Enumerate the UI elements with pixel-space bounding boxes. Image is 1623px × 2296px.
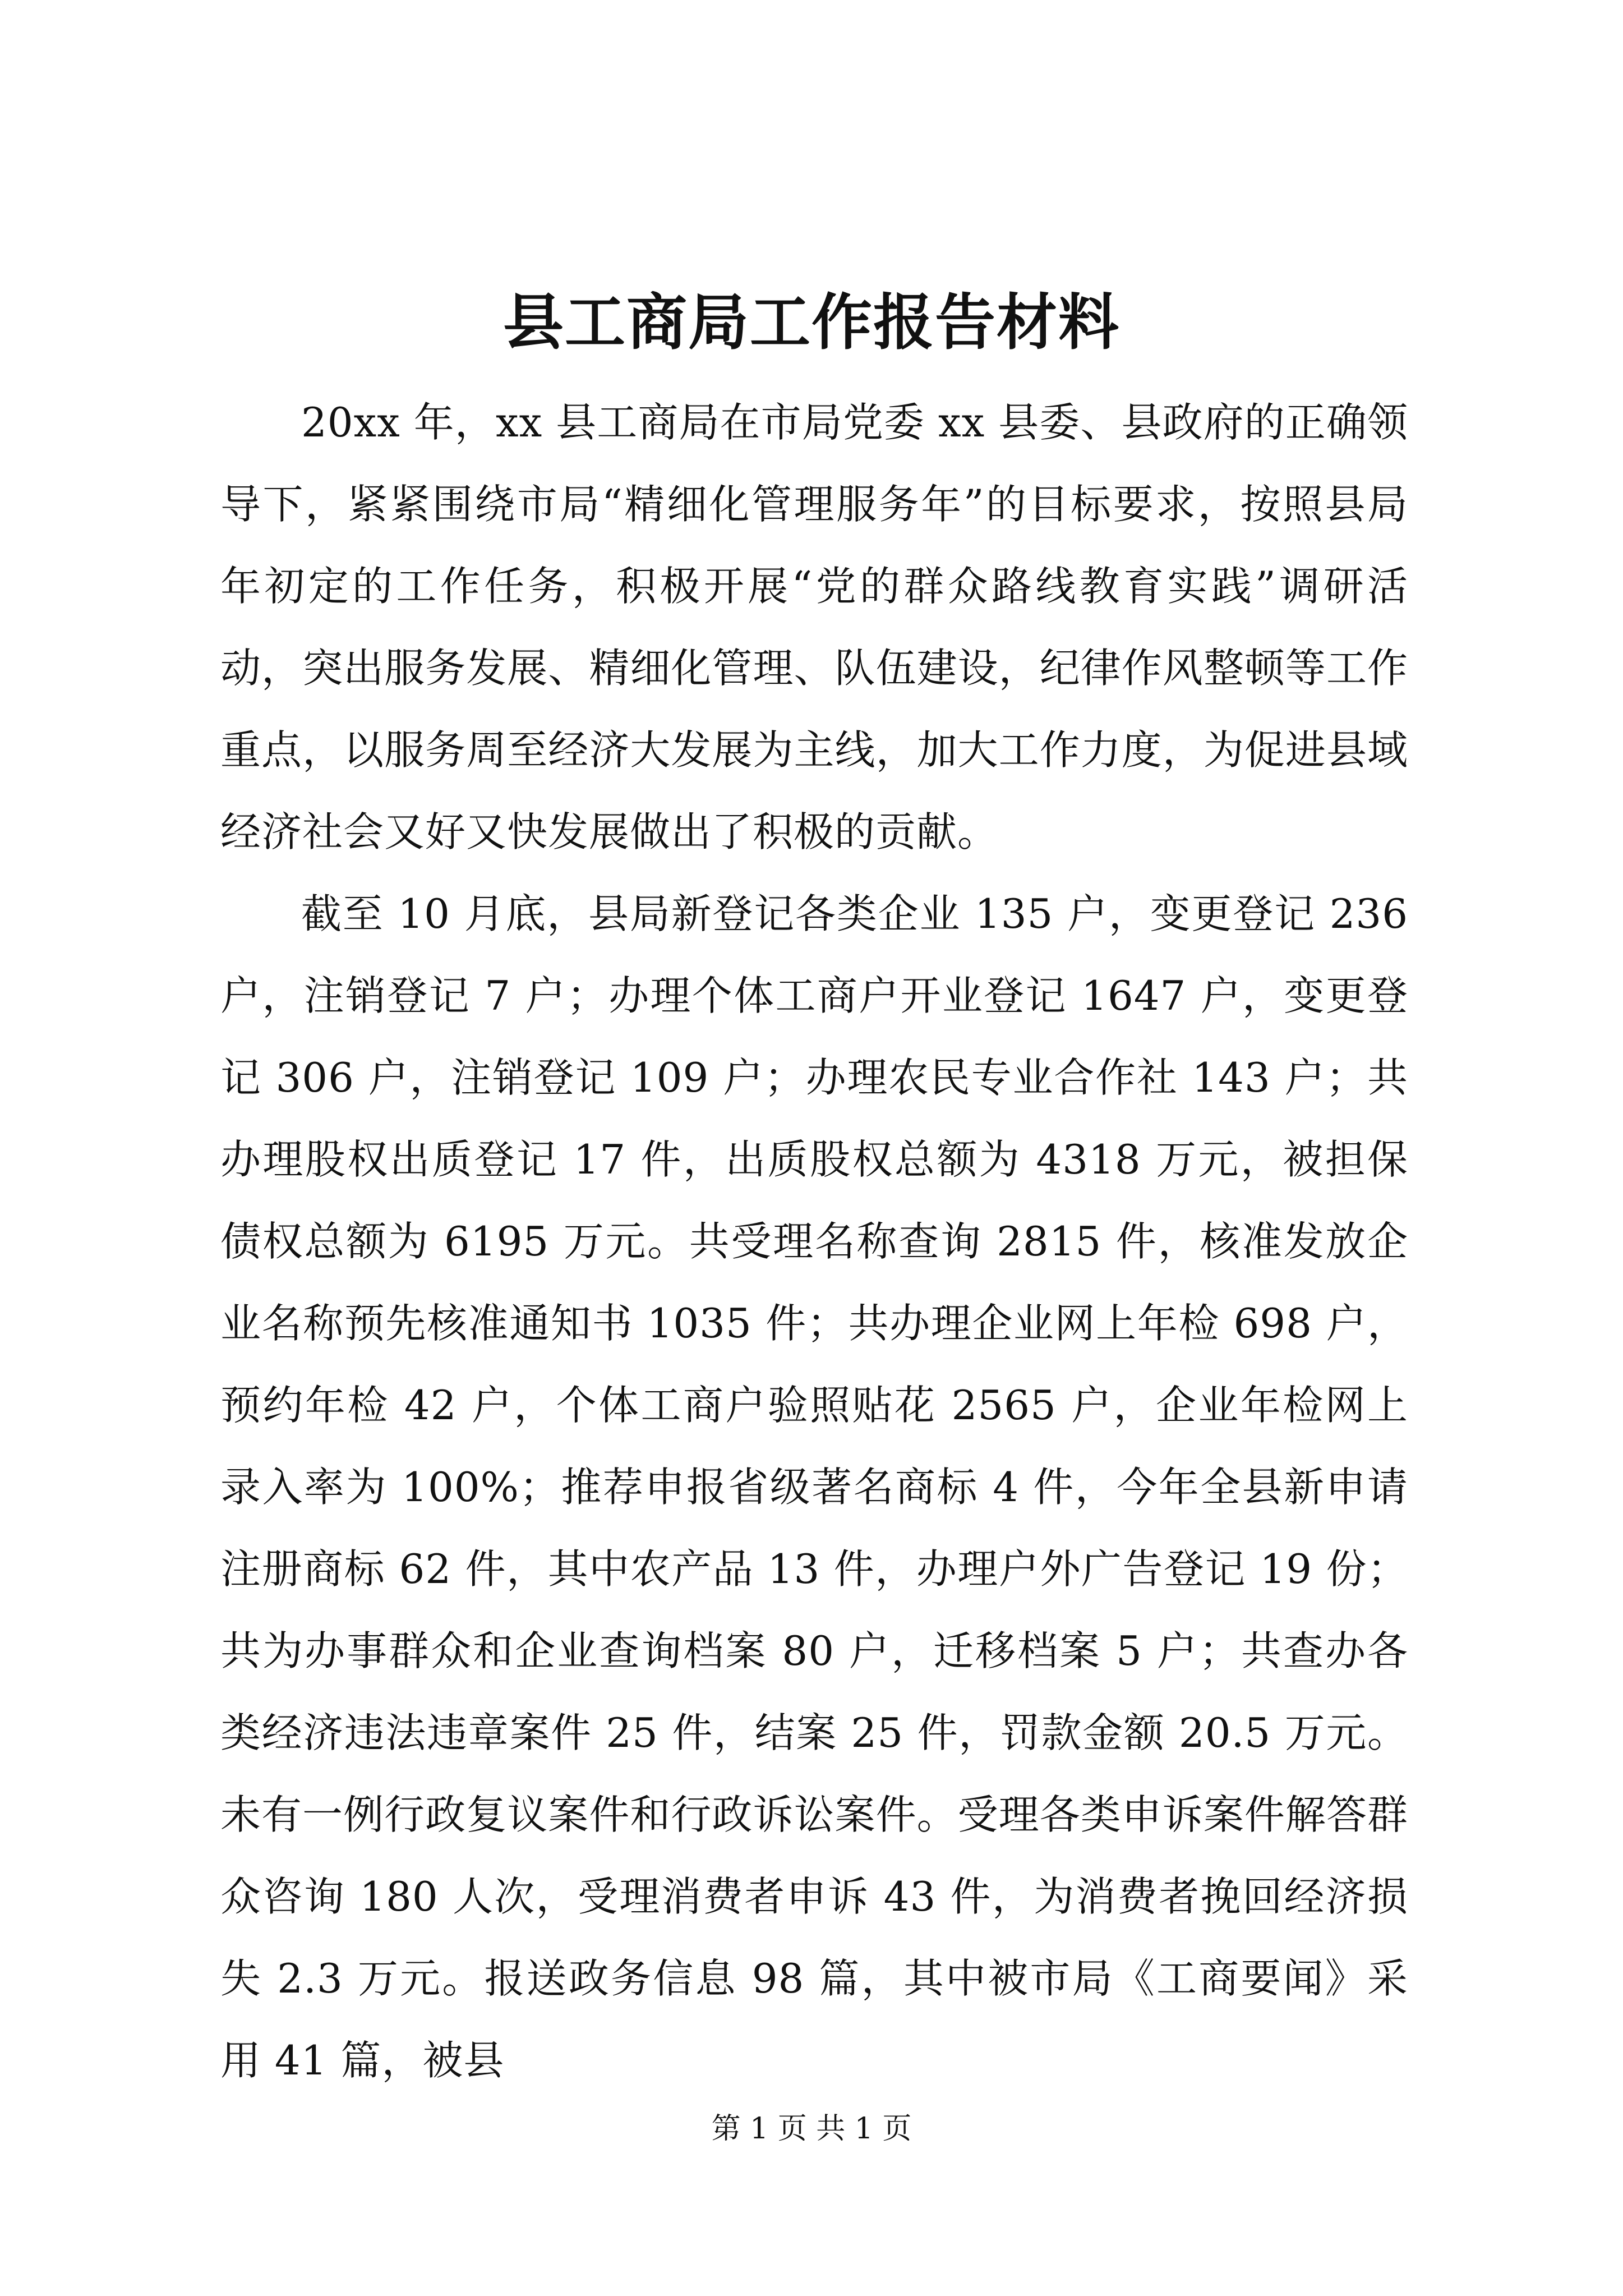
- paragraph-statistics: 截至 10 月底，县局新登记各类企业 135 户，变更登记 236 户，注销登记 7 户；办理个体工商户开业登记 1647 户，变更登记 306 户，注销登记 109 户；办理农民专业合作社 143 户；共办理股权出质登记 17 件，出质股权总额为 4318 万元，被担保债权总额为 6195 万元。共受理名称查询 2815 件，核准发放企业名称预先核准通知书 1035 件；共办理企业网上年检 698 户，预约年检 42 户，个体工商户验照贴花 2565 户，企业年检网上录入率为 100%；推荐申报省级著名商标 4 件，今年全县新申请注册商标 62 件，其中农产品 13 件，办理户外广告登记 19 份；共为办事群众和企业查询档案 80 户，迁移档案 5 户；共查办各类经济违法违章案件 25 件，结案 25 件，罚款金额 20.5 万元。未有一例行政复议案件和行政诉讼案件。受理各类申诉案件解答群众咨询 180 人次，受理消费者申诉 43 件，为消费者挽回经济损失 2.3 万元。报送政务信息 98 篇，其中被市局《工商要闻》采用 41 篇，被县: [220, 890, 1408, 2084]
- document-title: 县工商局工作报告材料: [502, 287, 1120, 358]
- page-footer: 第 1 页 共 1 页: [711, 2112, 912, 2146]
- paragraph-intro: 20xx 年，xx 县工商局在市局党委 xx 县委、县政府的正确领导下，紧紧围绕市局“精细化管理服务年”的目标要求，按照县局年初定的工作任务，积极开展“党的群众路线教育实践”调研活动，突出服务发展、精细化管理、队伍建设，纪律作风整顿等工作重点，以服务周至经济大发展为主线，加大工作力度，为促进县域经济社会又好又快发展做出了积极的贡献。: [220, 399, 1408, 855]
- document-body: [220, 381, 1408, 2101]
